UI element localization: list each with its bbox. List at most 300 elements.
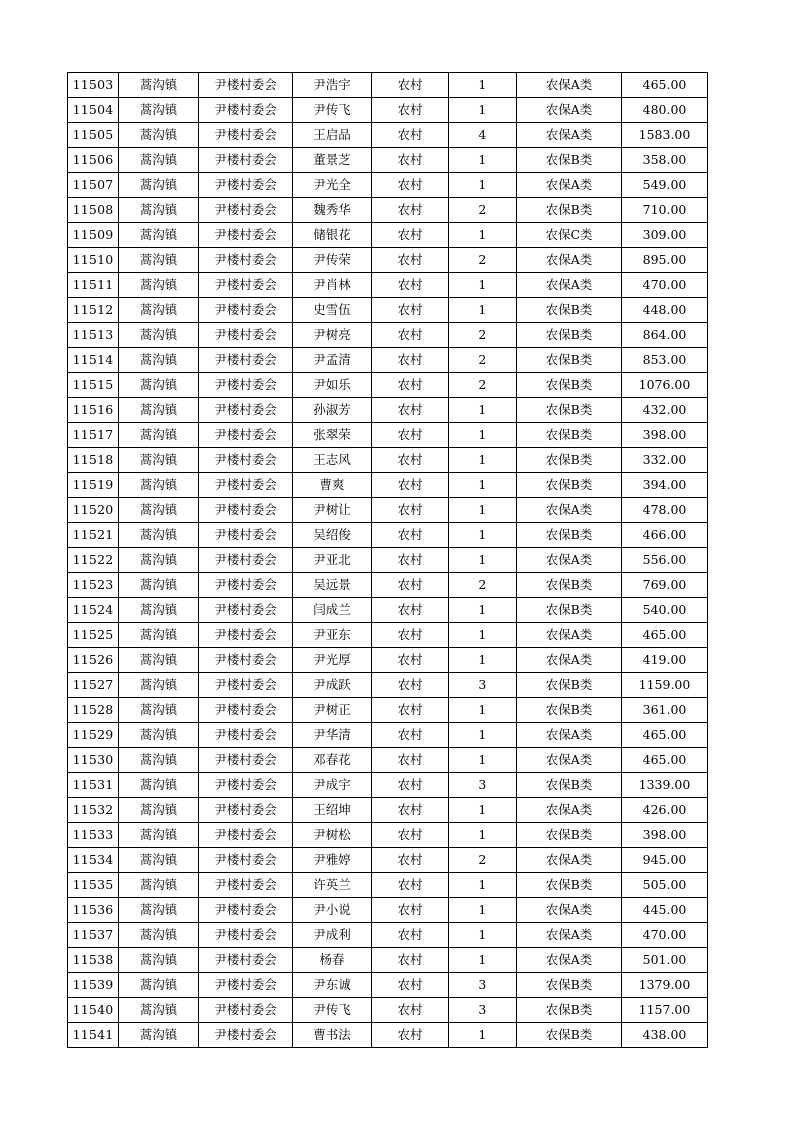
serial-number-cell: 11526: [68, 648, 119, 673]
town-cell: 蒿沟镇: [119, 473, 199, 498]
serial-number-cell: 11514: [68, 348, 119, 373]
village-committee-cell: 尹楼村委会: [199, 273, 293, 298]
amount-cell: 1583.00: [622, 123, 708, 148]
town-cell: 蒿沟镇: [119, 823, 199, 848]
village-committee-cell: 尹楼村委会: [199, 923, 293, 948]
town-cell: 蒿沟镇: [119, 398, 199, 423]
household-size-cell: 2: [449, 573, 517, 598]
person-name-cell: 尹树正: [293, 698, 372, 723]
household-type-cell: 农村: [372, 673, 449, 698]
person-name-cell: 杨春: [293, 948, 372, 973]
town-cell: 蒿沟镇: [119, 998, 199, 1023]
household-size-cell: 2: [449, 848, 517, 873]
household-type-cell: 农村: [372, 398, 449, 423]
town-cell: 蒿沟镇: [119, 323, 199, 348]
household-type-cell: 农村: [372, 73, 449, 98]
insurance-category-cell: 农保A类: [517, 948, 622, 973]
village-committee-cell: 尹楼村委会: [199, 523, 293, 548]
person-name-cell: 许英兰: [293, 873, 372, 898]
town-cell: 蒿沟镇: [119, 248, 199, 273]
insurance-category-cell: 农保B类: [517, 1023, 622, 1048]
amount-cell: 465.00: [622, 73, 708, 98]
village-committee-cell: 尹楼村委会: [199, 548, 293, 573]
village-committee-cell: 尹楼村委会: [199, 373, 293, 398]
village-committee-cell: 尹楼村委会: [199, 898, 293, 923]
household-type-cell: 农村: [372, 498, 449, 523]
household-size-cell: 1: [449, 823, 517, 848]
household-size-cell: 1: [449, 1023, 517, 1048]
serial-number-cell: 11528: [68, 698, 119, 723]
household-type-cell: 农村: [372, 473, 449, 498]
town-cell: 蒿沟镇: [119, 898, 199, 923]
household-size-cell: 1: [449, 148, 517, 173]
household-type-cell: 农村: [372, 723, 449, 748]
household-size-cell: 1: [449, 648, 517, 673]
household-type-cell: 农村: [372, 873, 449, 898]
household-type-cell: 农村: [372, 273, 449, 298]
household-type-cell: 农村: [372, 98, 449, 123]
serial-number-cell: 11516: [68, 398, 119, 423]
household-type-cell: 农村: [372, 973, 449, 998]
household-size-cell: 1: [449, 623, 517, 648]
amount-cell: 549.00: [622, 173, 708, 198]
insurance-category-cell: 农保A类: [517, 898, 622, 923]
household-type-cell: 农村: [372, 898, 449, 923]
serial-number-cell: 11506: [68, 148, 119, 173]
household-size-cell: 1: [449, 423, 517, 448]
insurance-category-cell: 农保A类: [517, 248, 622, 273]
person-name-cell: 王志风: [293, 448, 372, 473]
household-type-cell: 农村: [372, 698, 449, 723]
amount-cell: 358.00: [622, 148, 708, 173]
town-cell: 蒿沟镇: [119, 723, 199, 748]
village-committee-cell: 尹楼村委会: [199, 598, 293, 623]
town-cell: 蒿沟镇: [119, 598, 199, 623]
town-cell: 蒿沟镇: [119, 798, 199, 823]
insurance-category-cell: 农保A类: [517, 498, 622, 523]
person-name-cell: 尹孟清: [293, 348, 372, 373]
household-size-cell: 1: [449, 548, 517, 573]
insurance-category-cell: 农保B类: [517, 198, 622, 223]
person-name-cell: 吴绍俊: [293, 523, 372, 548]
village-committee-cell: 尹楼村委会: [199, 323, 293, 348]
household-size-cell: 3: [449, 773, 517, 798]
household-type-cell: 农村: [372, 423, 449, 448]
household-size-cell: 1: [449, 98, 517, 123]
serial-number-cell: 11513: [68, 323, 119, 348]
person-name-cell: 王启品: [293, 123, 372, 148]
town-cell: 蒿沟镇: [119, 173, 199, 198]
table-row: [68, 998, 708, 1023]
table-row: [68, 973, 708, 998]
town-cell: 蒿沟镇: [119, 273, 199, 298]
household-size-cell: 3: [449, 673, 517, 698]
table-row: [68, 648, 708, 673]
table-row: [68, 698, 708, 723]
town-cell: 蒿沟镇: [119, 498, 199, 523]
serial-number-cell: 11503: [68, 73, 119, 98]
household-size-cell: 1: [449, 523, 517, 548]
insurance-category-cell: 农保B类: [517, 823, 622, 848]
table-row: [68, 473, 708, 498]
insurance-category-cell: 农保A类: [517, 623, 622, 648]
insurance-category-cell: 农保B类: [517, 323, 622, 348]
serial-number-cell: 11537: [68, 923, 119, 948]
person-name-cell: 王绍坤: [293, 798, 372, 823]
serial-number-cell: 11521: [68, 523, 119, 548]
household-size-cell: 1: [449, 498, 517, 523]
insurance-category-cell: 农保A类: [517, 98, 622, 123]
insurance-category-cell: 农保B类: [517, 373, 622, 398]
insurance-category-cell: 农保A类: [517, 723, 622, 748]
household-size-cell: 3: [449, 998, 517, 1023]
amount-cell: 398.00: [622, 823, 708, 848]
household-type-cell: 农村: [372, 823, 449, 848]
person-name-cell: 闫成兰: [293, 598, 372, 623]
insurance-category-cell: 农保B类: [517, 873, 622, 898]
amount-cell: 470.00: [622, 923, 708, 948]
table-row: [68, 148, 708, 173]
person-name-cell: 尹传飞: [293, 98, 372, 123]
table-row: [68, 398, 708, 423]
town-cell: 蒿沟镇: [119, 523, 199, 548]
household-type-cell: 农村: [372, 773, 449, 798]
person-name-cell: 张翠荣: [293, 423, 372, 448]
table-row: [68, 1023, 708, 1048]
household-size-cell: 1: [449, 223, 517, 248]
serial-number-cell: 11512: [68, 298, 119, 323]
serial-number-cell: 11538: [68, 948, 119, 973]
table-row: [68, 548, 708, 573]
amount-cell: 540.00: [622, 598, 708, 623]
household-type-cell: 农村: [372, 848, 449, 873]
person-name-cell: 尹传飞: [293, 998, 372, 1023]
household-size-cell: 2: [449, 323, 517, 348]
household-type-cell: 农村: [372, 948, 449, 973]
amount-cell: 1339.00: [622, 773, 708, 798]
table-row: [68, 98, 708, 123]
table-row: [68, 748, 708, 773]
person-name-cell: 尹亚东: [293, 623, 372, 648]
town-cell: 蒿沟镇: [119, 123, 199, 148]
serial-number-cell: 11518: [68, 448, 119, 473]
serial-number-cell: 11523: [68, 573, 119, 598]
household-type-cell: 农村: [372, 998, 449, 1023]
village-committee-cell: 尹楼村委会: [199, 73, 293, 98]
serial-number-cell: 11533: [68, 823, 119, 848]
insurance-category-cell: 农保B类: [517, 973, 622, 998]
household-size-cell: 1: [449, 173, 517, 198]
table-body: [68, 73, 708, 1048]
amount-cell: 864.00: [622, 323, 708, 348]
household-type-cell: 农村: [372, 598, 449, 623]
town-cell: 蒿沟镇: [119, 698, 199, 723]
table-row: [68, 223, 708, 248]
amount-cell: 465.00: [622, 623, 708, 648]
town-cell: 蒿沟镇: [119, 648, 199, 673]
serial-number-cell: 11508: [68, 198, 119, 223]
amount-cell: 465.00: [622, 723, 708, 748]
insurance-category-cell: 农保B类: [517, 673, 622, 698]
amount-cell: 332.00: [622, 448, 708, 473]
amount-cell: 1159.00: [622, 673, 708, 698]
table-row: [68, 898, 708, 923]
serial-number-cell: 11540: [68, 998, 119, 1023]
table-row: [68, 773, 708, 798]
village-committee-cell: 尹楼村委会: [199, 98, 293, 123]
table-row: [68, 623, 708, 648]
town-cell: 蒿沟镇: [119, 298, 199, 323]
amount-cell: 426.00: [622, 798, 708, 823]
town-cell: 蒿沟镇: [119, 873, 199, 898]
village-committee-cell: 尹楼村委会: [199, 223, 293, 248]
amount-cell: 432.00: [622, 398, 708, 423]
village-committee-cell: 尹楼村委会: [199, 748, 293, 773]
amount-cell: 470.00: [622, 273, 708, 298]
household-type-cell: 农村: [372, 248, 449, 273]
town-cell: 蒿沟镇: [119, 948, 199, 973]
person-name-cell: 尹成利: [293, 923, 372, 948]
person-name-cell: 尹肖林: [293, 273, 372, 298]
household-size-cell: 1: [449, 948, 517, 973]
insurance-category-cell: 农保A类: [517, 798, 622, 823]
insurance-category-cell: 农保B类: [517, 298, 622, 323]
village-committee-cell: 尹楼村委会: [199, 873, 293, 898]
town-cell: 蒿沟镇: [119, 73, 199, 98]
household-size-cell: 1: [449, 873, 517, 898]
person-name-cell: 储银花: [293, 223, 372, 248]
amount-cell: 710.00: [622, 198, 708, 223]
village-committee-cell: 尹楼村委会: [199, 473, 293, 498]
person-name-cell: 曹爽: [293, 473, 372, 498]
serial-number-cell: 11511: [68, 273, 119, 298]
table-row: [68, 248, 708, 273]
household-type-cell: 农村: [372, 448, 449, 473]
town-cell: 蒿沟镇: [119, 223, 199, 248]
person-name-cell: 史雪伍: [293, 298, 372, 323]
household-type-cell: 农村: [372, 548, 449, 573]
table-row: [68, 948, 708, 973]
table-row: [68, 798, 708, 823]
table-row: [68, 448, 708, 473]
insurance-category-cell: 农保B类: [517, 148, 622, 173]
person-name-cell: 尹浩宇: [293, 73, 372, 98]
person-name-cell: 尹成跃: [293, 673, 372, 698]
serial-number-cell: 11515: [68, 373, 119, 398]
town-cell: 蒿沟镇: [119, 573, 199, 598]
town-cell: 蒿沟镇: [119, 448, 199, 473]
household-size-cell: 1: [449, 473, 517, 498]
village-committee-cell: 尹楼村委会: [199, 248, 293, 273]
person-name-cell: 尹传荣: [293, 248, 372, 273]
village-committee-cell: 尹楼村委会: [199, 673, 293, 698]
insurance-category-cell: 农保C类: [517, 223, 622, 248]
table-row: [68, 73, 708, 98]
household-size-cell: 2: [449, 373, 517, 398]
serial-number-cell: 11504: [68, 98, 119, 123]
table-row: [68, 198, 708, 223]
table-row: [68, 423, 708, 448]
amount-cell: 945.00: [622, 848, 708, 873]
serial-number-cell: 11522: [68, 548, 119, 573]
household-size-cell: 3: [449, 973, 517, 998]
person-name-cell: 魏秀华: [293, 198, 372, 223]
household-type-cell: 农村: [372, 198, 449, 223]
serial-number-cell: 11524: [68, 598, 119, 623]
person-name-cell: 尹树亮: [293, 323, 372, 348]
table-row: [68, 373, 708, 398]
amount-cell: 505.00: [622, 873, 708, 898]
town-cell: 蒿沟镇: [119, 848, 199, 873]
serial-number-cell: 11530: [68, 748, 119, 773]
table-row: [68, 823, 708, 848]
household-type-cell: 农村: [372, 573, 449, 598]
table-row: [68, 298, 708, 323]
amount-cell: 309.00: [622, 223, 708, 248]
serial-number-cell: 11507: [68, 173, 119, 198]
town-cell: 蒿沟镇: [119, 198, 199, 223]
village-committee-cell: 尹楼村委会: [199, 948, 293, 973]
serial-number-cell: 11510: [68, 248, 119, 273]
insurance-category-cell: 农保B类: [517, 773, 622, 798]
village-committee-cell: 尹楼村委会: [199, 848, 293, 873]
town-cell: 蒿沟镇: [119, 923, 199, 948]
household-type-cell: 农村: [372, 798, 449, 823]
insurance-category-cell: 农保B类: [517, 573, 622, 598]
household-type-cell: 农村: [372, 298, 449, 323]
village-committee-cell: 尹楼村委会: [199, 798, 293, 823]
household-size-cell: 1: [449, 748, 517, 773]
amount-cell: 1157.00: [622, 998, 708, 1023]
household-size-cell: 1: [449, 923, 517, 948]
insurance-category-cell: 农保A类: [517, 123, 622, 148]
household-type-cell: 农村: [372, 523, 449, 548]
town-cell: 蒿沟镇: [119, 1023, 199, 1048]
person-name-cell: 尹亚北: [293, 548, 372, 573]
household-size-cell: 1: [449, 898, 517, 923]
amount-cell: 853.00: [622, 348, 708, 373]
amount-cell: 501.00: [622, 948, 708, 973]
town-cell: 蒿沟镇: [119, 773, 199, 798]
amount-cell: 361.00: [622, 698, 708, 723]
household-type-cell: 农村: [372, 373, 449, 398]
amount-cell: 480.00: [622, 98, 708, 123]
village-committee-cell: 尹楼村委会: [199, 123, 293, 148]
person-name-cell: 尹如乐: [293, 373, 372, 398]
serial-number-cell: 11534: [68, 848, 119, 873]
person-name-cell: 尹东诚: [293, 973, 372, 998]
town-cell: 蒿沟镇: [119, 348, 199, 373]
household-type-cell: 农村: [372, 323, 449, 348]
amount-cell: 419.00: [622, 648, 708, 673]
household-type-cell: 农村: [372, 623, 449, 648]
amount-cell: 465.00: [622, 748, 708, 773]
table-row: [68, 923, 708, 948]
insurance-category-cell: 农保B类: [517, 998, 622, 1023]
village-committee-cell: 尹楼村委会: [199, 298, 293, 323]
town-cell: 蒿沟镇: [119, 423, 199, 448]
insurance-category-cell: 农保A类: [517, 173, 622, 198]
table-row: [68, 123, 708, 148]
household-type-cell: 农村: [372, 173, 449, 198]
person-name-cell: 尹成宇: [293, 773, 372, 798]
table-row: [68, 723, 708, 748]
amount-cell: 394.00: [622, 473, 708, 498]
village-committee-cell: 尹楼村委会: [199, 623, 293, 648]
serial-number-cell: 11531: [68, 773, 119, 798]
table-row: [68, 273, 708, 298]
household-size-cell: 1: [449, 398, 517, 423]
household-size-cell: 1: [449, 298, 517, 323]
amount-cell: 398.00: [622, 423, 708, 448]
town-cell: 蒿沟镇: [119, 748, 199, 773]
insurance-category-cell: 农保B类: [517, 598, 622, 623]
table-row: [68, 573, 708, 598]
household-type-cell: 农村: [372, 348, 449, 373]
table-row: [68, 873, 708, 898]
insurance-category-cell: 农保B类: [517, 523, 622, 548]
amount-cell: 895.00: [622, 248, 708, 273]
person-name-cell: 尹华清: [293, 723, 372, 748]
village-committee-cell: 尹楼村委会: [199, 698, 293, 723]
serial-number-cell: 11535: [68, 873, 119, 898]
household-size-cell: 1: [449, 598, 517, 623]
person-name-cell: 曹书法: [293, 1023, 372, 1048]
household-type-cell: 农村: [372, 923, 449, 948]
village-committee-cell: 尹楼村委会: [199, 348, 293, 373]
village-committee-cell: 尹楼村委会: [199, 448, 293, 473]
village-committee-cell: 尹楼村委会: [199, 148, 293, 173]
town-cell: 蒿沟镇: [119, 98, 199, 123]
household-type-cell: 农村: [372, 748, 449, 773]
village-committee-cell: 尹楼村委会: [199, 1023, 293, 1048]
person-name-cell: 董景芝: [293, 148, 372, 173]
town-cell: 蒿沟镇: [119, 373, 199, 398]
household-size-cell: 1: [449, 723, 517, 748]
insurance-category-cell: 农保A类: [517, 273, 622, 298]
serial-number-cell: 11509: [68, 223, 119, 248]
person-name-cell: 尹树让: [293, 498, 372, 523]
amount-cell: 438.00: [622, 1023, 708, 1048]
insurance-category-cell: 农保B类: [517, 423, 622, 448]
amount-cell: 466.00: [622, 523, 708, 548]
household-size-cell: 1: [449, 698, 517, 723]
village-committee-cell: 尹楼村委会: [199, 973, 293, 998]
village-committee-cell: 尹楼村委会: [199, 398, 293, 423]
village-committee-cell: 尹楼村委会: [199, 723, 293, 748]
household-type-cell: 农村: [372, 148, 449, 173]
insurance-category-cell: 农保A类: [517, 848, 622, 873]
insurance-category-cell: 农保B类: [517, 473, 622, 498]
serial-number-cell: 11539: [68, 973, 119, 998]
insurance-category-cell: 农保A类: [517, 648, 622, 673]
table-row: [68, 523, 708, 548]
village-committee-cell: 尹楼村委会: [199, 198, 293, 223]
person-name-cell: 孙淑芳: [293, 398, 372, 423]
village-committee-cell: 尹楼村委会: [199, 423, 293, 448]
village-committee-cell: 尹楼村委会: [199, 648, 293, 673]
amount-cell: 556.00: [622, 548, 708, 573]
person-name-cell: 尹光全: [293, 173, 372, 198]
insurance-category-cell: 农保B类: [517, 448, 622, 473]
insurance-category-cell: 农保A类: [517, 548, 622, 573]
village-committee-cell: 尹楼村委会: [199, 998, 293, 1023]
amount-cell: 478.00: [622, 498, 708, 523]
town-cell: 蒿沟镇: [119, 548, 199, 573]
table-row: [68, 598, 708, 623]
serial-number-cell: 11541: [68, 1023, 119, 1048]
amount-cell: 448.00: [622, 298, 708, 323]
